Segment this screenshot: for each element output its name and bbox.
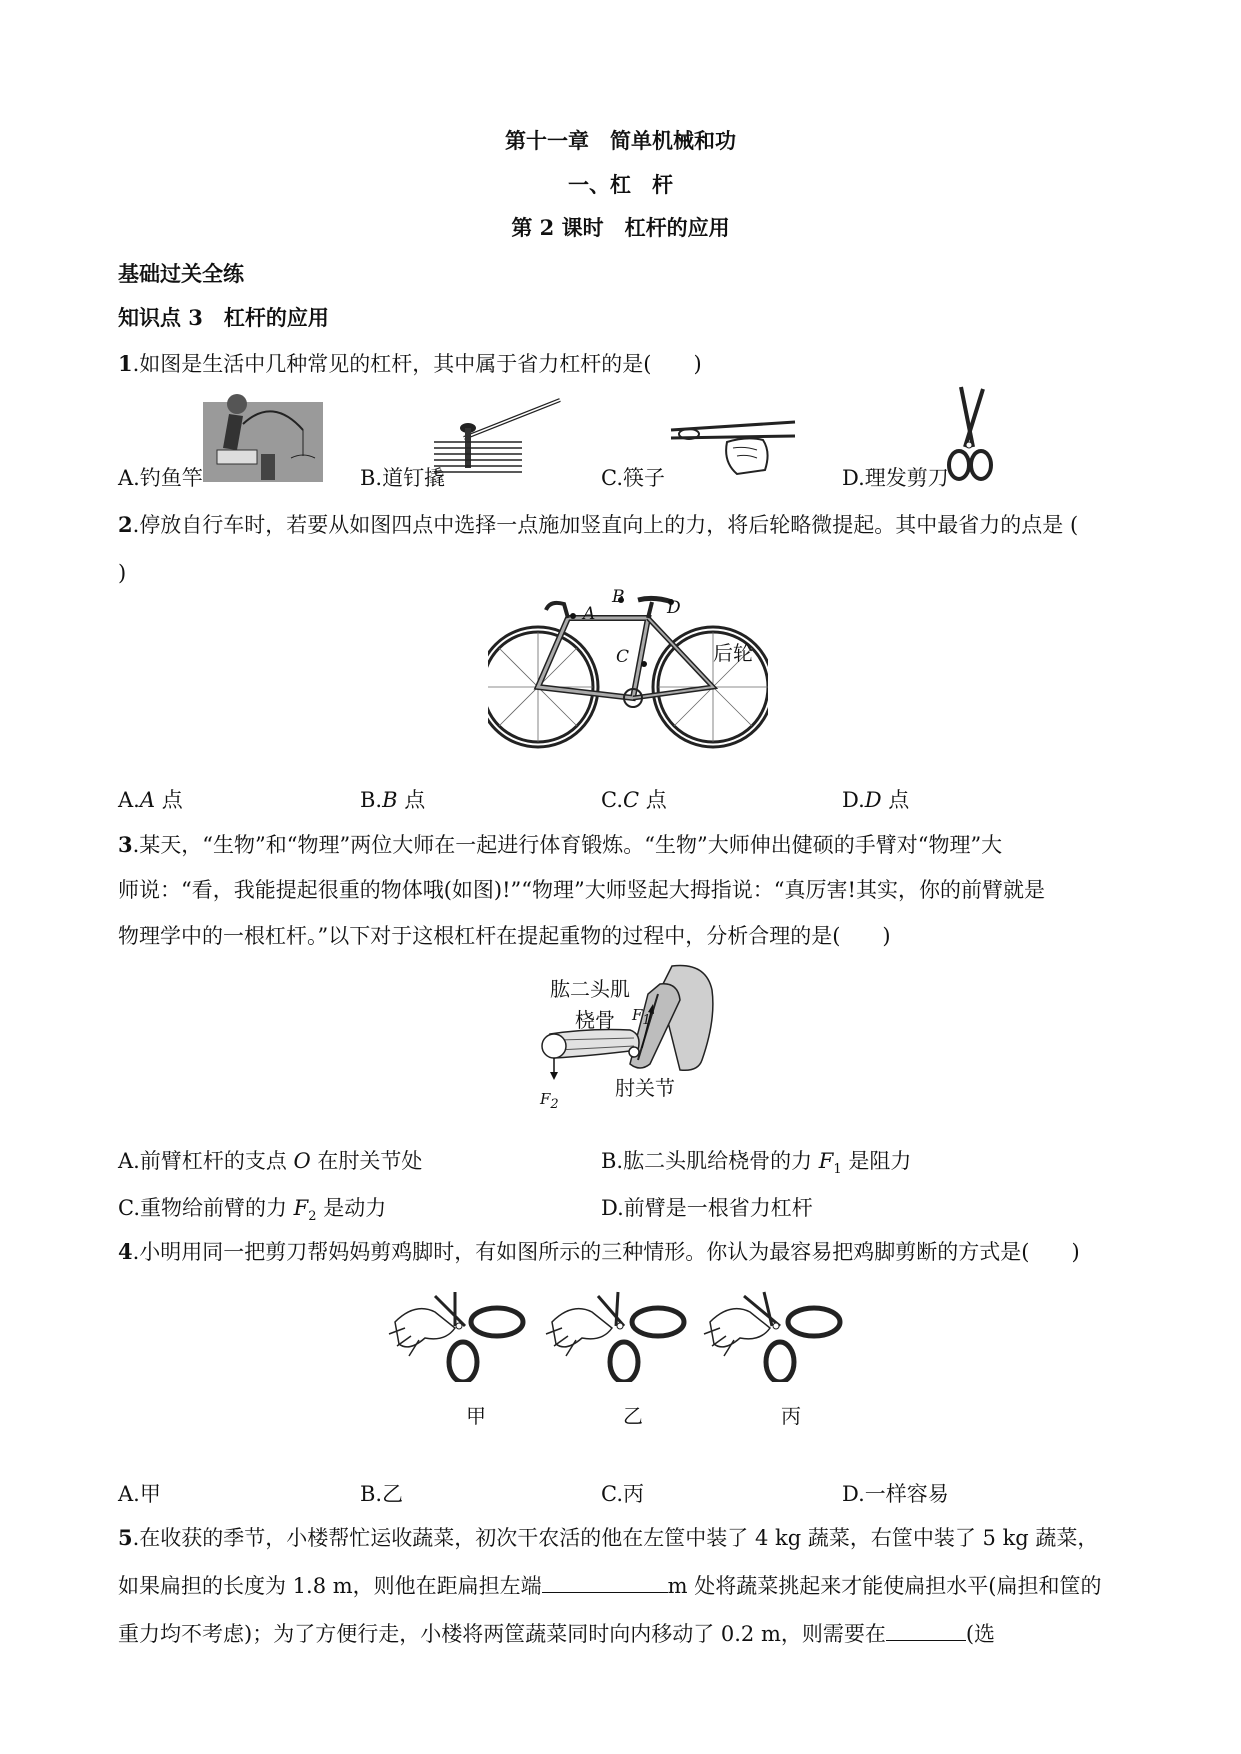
option-text: 在肘关节处 xyxy=(310,1149,423,1173)
q1-option-a[interactable]: A.钓鱼竿 xyxy=(118,466,203,490)
q1-option-d[interactable]: D.理发剪刀 xyxy=(842,466,949,490)
fishing-rod-image xyxy=(203,390,323,482)
option-subscript: 2 xyxy=(308,1209,317,1225)
f2-label xyxy=(540,1090,559,1112)
question-text: m 处将蔬菜挑起来才能使扁担水平(扁担和筐的 xyxy=(667,1574,1102,1598)
question-5-line3 xyxy=(118,1620,995,1648)
option-suffix: 点 xyxy=(155,788,183,812)
question-2-stem-end: ) xyxy=(118,561,127,585)
question-3-stem xyxy=(118,831,1002,859)
question-number: 2 xyxy=(118,512,133,537)
caption-yi: 乙 xyxy=(623,1404,643,1428)
question-3-stem-line3: 物理学中的一根杠杆。”以下对于这根杠杆在提起重物的过程中，分析合理的是( ) xyxy=(118,924,891,948)
option-variable: F xyxy=(818,1149,834,1173)
bicycle-diagram xyxy=(488,588,768,760)
question-number: 1 xyxy=(118,351,133,376)
question-text: .某天，“生物”和“物理”两位大师在一起进行体育锻炼。“生物”大师伸出健硕的手臂对“物理”大 xyxy=(132,833,1003,857)
option-letter: A xyxy=(139,788,156,812)
force-symbol: F xyxy=(632,1006,643,1024)
question-1-stem xyxy=(118,350,702,378)
question-number: 5 xyxy=(118,1525,133,1550)
question-text: .如图是生活中几种常见的杠杆，其中属于省力杠杆的是( ) xyxy=(132,352,702,376)
q4-option-c[interactable]: C.丙 xyxy=(601,1482,644,1506)
option-subscript: 1 xyxy=(833,1162,842,1178)
question-text: (选 xyxy=(965,1622,996,1646)
option-text: B.肱二头肌给桡骨的力 xyxy=(601,1149,819,1173)
option-text: 是阻力 xyxy=(841,1149,912,1173)
option-variable: O xyxy=(293,1149,311,1173)
option-letter: D xyxy=(864,788,882,812)
question-number: 3 xyxy=(118,832,133,857)
question-text: 重力均不考虑)；为了方便行走，小楼将两筐蔬菜同时向内移动了 0.2 m，则需要在 xyxy=(118,1622,886,1646)
q2-option-d[interactable] xyxy=(842,784,909,814)
option-suffix: 点 xyxy=(881,788,910,812)
elbow-label: 肘关节 xyxy=(615,1076,675,1100)
q3-option-a[interactable] xyxy=(118,1145,422,1175)
option-text: 是动力 xyxy=(316,1196,387,1220)
scissors-yi-image xyxy=(542,1282,692,1382)
question-3-stem-line2: 师说：“看，我能提起很重的物体哦(如图)!”“物理”大师竖起大拇指说：“真厉害!其实，你的前臂就是 xyxy=(118,878,1045,902)
question-5-stem xyxy=(118,1524,1098,1552)
question-2-stem xyxy=(118,511,1078,539)
q3-option-d[interactable]: D.前臂是一根省力杠杆 xyxy=(601,1196,813,1220)
chopsticks-image xyxy=(667,412,799,480)
q3-option-b[interactable] xyxy=(601,1145,911,1177)
option-letter: C xyxy=(623,788,640,812)
q1-option-b[interactable]: B.道钉撬 xyxy=(360,466,446,490)
q2-option-a[interactable] xyxy=(118,784,183,814)
chapter-title: 第十一章 简单机械和功 xyxy=(505,128,736,153)
question-4-stem xyxy=(118,1238,1080,1266)
point-label-b: B xyxy=(612,587,625,607)
q3-option-c[interactable] xyxy=(118,1192,386,1224)
spike-lever-image xyxy=(432,398,572,480)
radius-label: 桡骨 xyxy=(575,1008,615,1032)
q4-option-d[interactable]: D.一样容易 xyxy=(842,1482,949,1506)
biceps-label: 肱二头肌 xyxy=(550,977,630,1001)
option-text: C.重物给前臂的力 xyxy=(118,1196,294,1220)
question-text: .在收获的季节，小楼帮忙运收蔬菜，初次干农活的他在左筐中装了 4 kg 蔬菜，右筐中装了 5 kg 蔬菜， xyxy=(132,1526,1099,1550)
option-letter: B xyxy=(382,788,398,812)
option-suffix: 点 xyxy=(639,788,667,812)
force-symbol: F xyxy=(540,1090,551,1108)
option-prefix: B. xyxy=(360,788,383,812)
q2-option-b[interactable] xyxy=(360,784,425,814)
knowledge-point-title: 知识点 3 杠杆的应用 xyxy=(118,305,329,330)
point-label-c: C xyxy=(616,647,630,667)
option-prefix: A. xyxy=(118,788,140,812)
option-variable: F xyxy=(293,1196,309,1220)
question-text: 如果扁担的长度为 1.8 m，则他在距扁担左端 xyxy=(118,1574,542,1598)
option-text: A.前臂杠杆的支点 xyxy=(118,1149,294,1173)
question-text: .小明用同一把剪刀帮妈妈剪鸡脚时，有如图所示的三种情形。你认为最容易把鸡脚剪断的方式是( ) xyxy=(132,1240,1080,1264)
answer-blank-2[interactable] xyxy=(886,1620,966,1641)
point-label-d: D xyxy=(667,598,681,618)
force-subscript: 1 xyxy=(642,1013,651,1028)
question-5-line2 xyxy=(118,1572,1101,1600)
answer-blank-1[interactable] xyxy=(542,1572,668,1593)
f1-label xyxy=(632,1006,651,1028)
rear-wheel-label: 后轮 xyxy=(713,641,753,665)
q4-option-b[interactable]: B.乙 xyxy=(360,1482,404,1506)
question-number: 4 xyxy=(118,1239,133,1264)
question-text: .停放自行车时，若要从如图四点中选择一点施加竖直向上的力，将后轮略微提起。其中最省力的点是 ( xyxy=(132,513,1079,537)
point-label-a: A xyxy=(583,604,596,624)
caption-jia: 甲 xyxy=(466,1404,486,1428)
caption-bing: 丙 xyxy=(781,1404,801,1428)
section-title: 一、杠 杆 xyxy=(568,172,673,197)
option-prefix: C. xyxy=(601,788,623,812)
force-subscript: 2 xyxy=(550,1097,559,1112)
option-suffix: 点 xyxy=(397,788,426,812)
scissors-bing-image xyxy=(700,1282,850,1382)
q4-option-a[interactable]: A.甲 xyxy=(118,1482,161,1506)
q2-option-c[interactable] xyxy=(601,784,667,814)
q1-option-c[interactable]: C.筷子 xyxy=(601,466,665,490)
practice-title: 基础过关全练 xyxy=(118,261,244,286)
lesson-title: 第 2 课时 杠杆的应用 xyxy=(511,215,730,240)
option-prefix: D. xyxy=(842,788,865,812)
scissors-jia-image xyxy=(385,1282,535,1382)
